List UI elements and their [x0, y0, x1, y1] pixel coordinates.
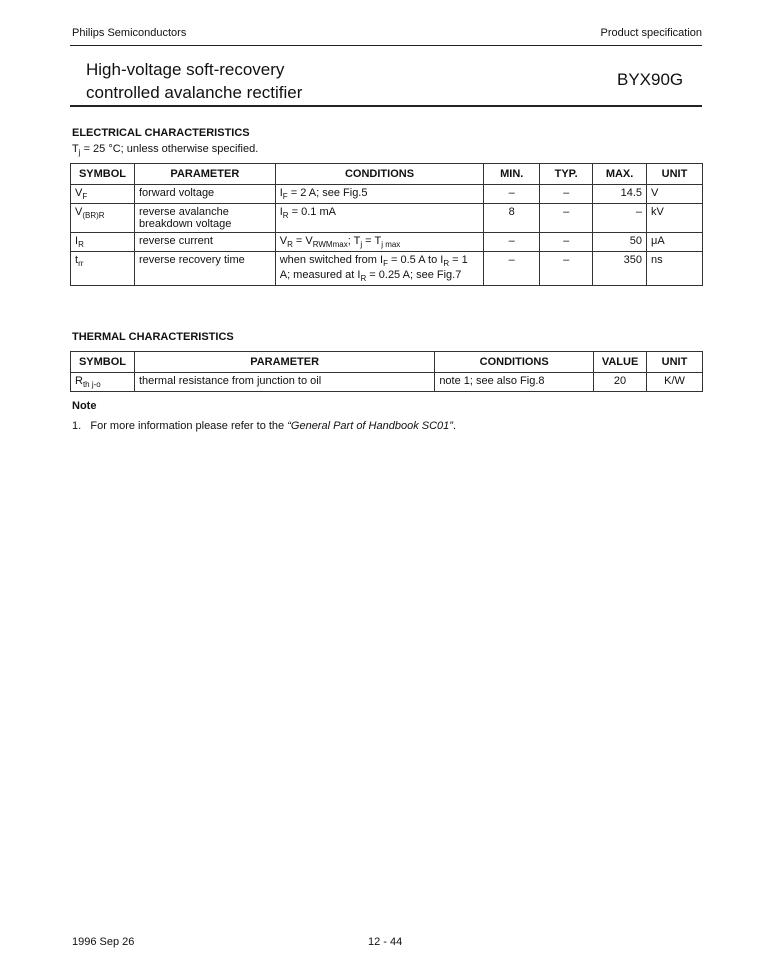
parameter-cell: reverse recovery time [134, 252, 275, 285]
table-header-row [71, 164, 703, 185]
parameter-cell: forward voltage [134, 185, 275, 204]
symbol-cell: $R_{th j-o}$ [71, 373, 135, 392]
value-cell: 20 [594, 373, 647, 392]
footer-date: 1996 Sep 26 [72, 936, 135, 948]
unit-cell: ns [647, 252, 703, 285]
note-reference: “General Part of Handbook SC01” [287, 420, 453, 432]
typ-cell: – [540, 252, 593, 285]
col-parameter: PARAMETER [134, 352, 434, 373]
part-number: BYX90G [617, 70, 684, 89]
col-unit: UNIT [647, 164, 703, 185]
min-cell: 8 [484, 204, 540, 233]
max-cell: 350 [593, 252, 647, 285]
typ-cell: – [540, 233, 593, 252]
parameter-cell: reverse current [134, 233, 275, 252]
col-min: MIN. [484, 164, 540, 185]
page-title [86, 58, 302, 104]
parameter-cell: reverse avalanche breakdown voltage [134, 204, 275, 233]
symbol-cell: $V_F$ [71, 185, 135, 204]
table-row [71, 373, 703, 392]
parameter-cell: thermal resistance from junction to oil [134, 373, 434, 392]
col-unit: UNIT [647, 352, 703, 373]
thermal-heading: THERMAL CHARACTERISTICS [72, 331, 234, 343]
typ-cell: – [540, 185, 593, 204]
col-value: VALUE [594, 352, 647, 373]
col-max: MAX. [593, 164, 647, 185]
table-row [71, 233, 703, 252]
unit-cell: K/W [647, 373, 703, 392]
header-rule [70, 45, 702, 46]
col-conditions: CONDITIONS [435, 352, 594, 373]
conditions-cell: $I_R = 0.1$ mA [275, 204, 484, 233]
symbol-cell: $I_R$ [71, 233, 135, 252]
document-type: Product specification [600, 27, 702, 39]
symbol-cell: $V_{(BR)R}$ [71, 204, 135, 233]
footer-page: 12 - 44 [368, 936, 403, 948]
min-cell: – [484, 185, 540, 204]
note-1 [72, 420, 456, 432]
max-cell: 14.5 [593, 185, 647, 204]
max-cell: 50 [593, 233, 647, 252]
note-text: For more information please refer to the [90, 420, 288, 432]
title-line-1: High-voltage soft-recovery [86, 60, 285, 79]
table-row [71, 204, 703, 233]
cond-symbol: T [72, 143, 79, 155]
col-conditions: CONDITIONS [275, 164, 484, 185]
electrical-heading: ELECTRICAL CHARACTERISTICS [72, 127, 250, 139]
cond-sub: j [78, 148, 81, 158]
conditions-cell: $V_R = V_{RWMmax}$; $T_j = T_{j max}$ [275, 233, 484, 252]
company-name: Philips Semiconductors [72, 27, 187, 39]
col-symbol: SYMBOL [71, 352, 135, 373]
title-rule [70, 105, 702, 107]
col-typ: TYP. [540, 164, 593, 185]
symbol-cell: $t_{rr}$ [71, 252, 135, 285]
conditions-line [72, 143, 258, 157]
electrical-table [70, 163, 703, 286]
note-title: Note [72, 400, 97, 412]
conditions-cell: note 1; see also Fig.8 [435, 373, 594, 392]
note-number: 1. [72, 420, 82, 432]
table-header-row [71, 352, 703, 373]
unit-cell: kV [647, 204, 703, 233]
conditions-cell: when switched from $I_F = 0.5$ A to $I_R = 1$ A; measured at $I_R = 0.25$ A; see Fig.7 [275, 252, 484, 285]
table-row [71, 185, 703, 204]
col-symbol: SYMBOL [71, 164, 135, 185]
thermal-table [70, 351, 703, 392]
note-end: . [452, 420, 456, 432]
col-parameter: PARAMETER [134, 164, 275, 185]
typ-cell: – [540, 204, 593, 233]
cond-text: = 25 °C; unless otherwise specified. [80, 143, 259, 155]
unit-cell: V [647, 185, 703, 204]
min-cell: – [484, 233, 540, 252]
conditions-cell: $I_F = 2$ A; see Fig.5 [275, 185, 484, 204]
min-cell: – [484, 252, 540, 285]
max-cell: – [593, 204, 647, 233]
title-line-2: controlled avalanche rectifier [86, 83, 303, 102]
table-row [71, 252, 703, 285]
unit-cell: μA [647, 233, 703, 252]
